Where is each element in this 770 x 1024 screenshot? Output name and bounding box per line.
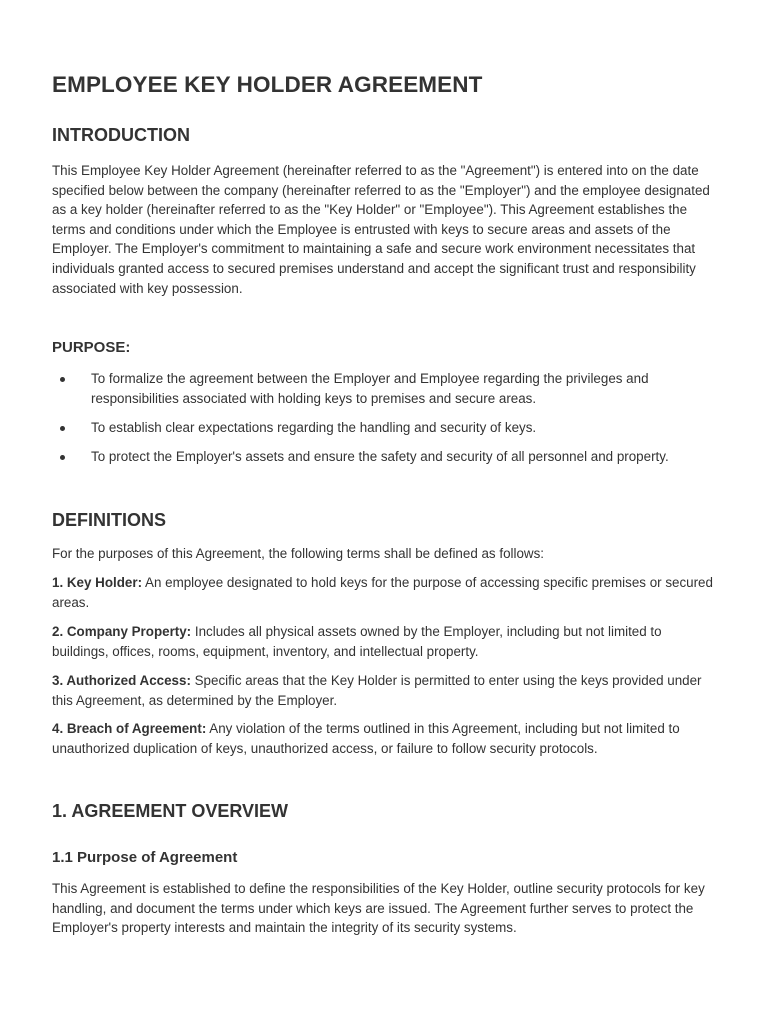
section-1-1-heading: 1.1 Purpose of Agreement: [52, 849, 238, 866]
purpose-item-text: To formalize the agreement between the Employer and Employee regarding the privileges and responsibilities associated with holding keys to premises and secure areas.: [91, 371, 649, 406]
definitions-heading: DEFINITIONS: [52, 510, 167, 530]
purpose-heading: PURPOSE:: [52, 339, 131, 356]
definition-item: [52, 719, 720, 758]
section-1-heading: 1. AGREEMENT OVERVIEW: [52, 801, 289, 821]
purpose-list-item: [52, 369, 701, 408]
definition-term: 1. Key Holder:: [52, 575, 143, 590]
definition-text: Includes all physical assets owned by the Employer, including but not limited to buildings, offices, rooms, equipment, inventory, and intellectual property.: [52, 624, 662, 659]
document-title: EMPLOYEE KEY HOLDER AGREEMENT: [52, 72, 483, 97]
definitions-intro: For the purposes of this Agreement, the following terms shall be defined as follows:: [52, 546, 544, 561]
definition-item: [52, 573, 720, 612]
bullet-icon: [60, 455, 65, 460]
purpose-list: [52, 369, 722, 476]
bullet-icon: [60, 377, 65, 382]
definition-text: Specific areas that the Key Holder is permitted to enter using the keys provided under this Agreement, as determined by the Employer.: [52, 673, 702, 708]
definition-text: An employee designated to hold keys for the purpose of accessing specific premises or secured areas.: [52, 575, 713, 610]
section-1-1-paragraph: This Agreement is established to define the responsibilities of the Key Holder, outline security protocols for key handling, and document the terms under which keys are issued. The Agreement further serves to protect the Employer's property interests and maintain the integrity of its security systems.: [52, 881, 705, 936]
definition-item: [52, 622, 720, 661]
definition-term: 3. Authorized Access:: [52, 673, 191, 688]
purpose-item-text: To protect the Employer's assets and ensure the safety and security of all personnel and property.: [91, 448, 669, 464]
purpose-list-item: [52, 418, 701, 438]
introduction-heading: INTRODUCTION: [52, 125, 190, 145]
definition-item: [52, 671, 720, 710]
purpose-item-text: To establish clear expectations regarding the handling and security of keys.: [91, 419, 537, 435]
definition-term: 4. Breach of Agreement:: [52, 721, 207, 736]
bullet-icon: [60, 426, 65, 431]
definition-text: Any violation of the terms outlined in this Agreement, including but not limited to unauthorized duplication of keys, unauthorized access, or failure to follow security protocols.: [52, 721, 680, 756]
introduction-paragraph: This Employee Key Holder Agreement (hereinafter referred to as the "Agreement") is entered into on the date specified below between the company (hereinafter referred to as the "Employer") and the employee designated as a key holder (hereinafter referred to as the "Key Holder" or "Employee"). This Agreement establishes the terms and conditions under which the Employee is entrusted with keys to secure areas and assets of the Employer. The Employer's commitment to maintaining a safe and secure work environment necessitates that individuals granted access to secured premises understand and accept the significant trust and responsibility associated with key possession.: [52, 163, 710, 296]
definition-term: 2. Company Property:: [52, 624, 192, 639]
purpose-list-item: [52, 447, 701, 467]
